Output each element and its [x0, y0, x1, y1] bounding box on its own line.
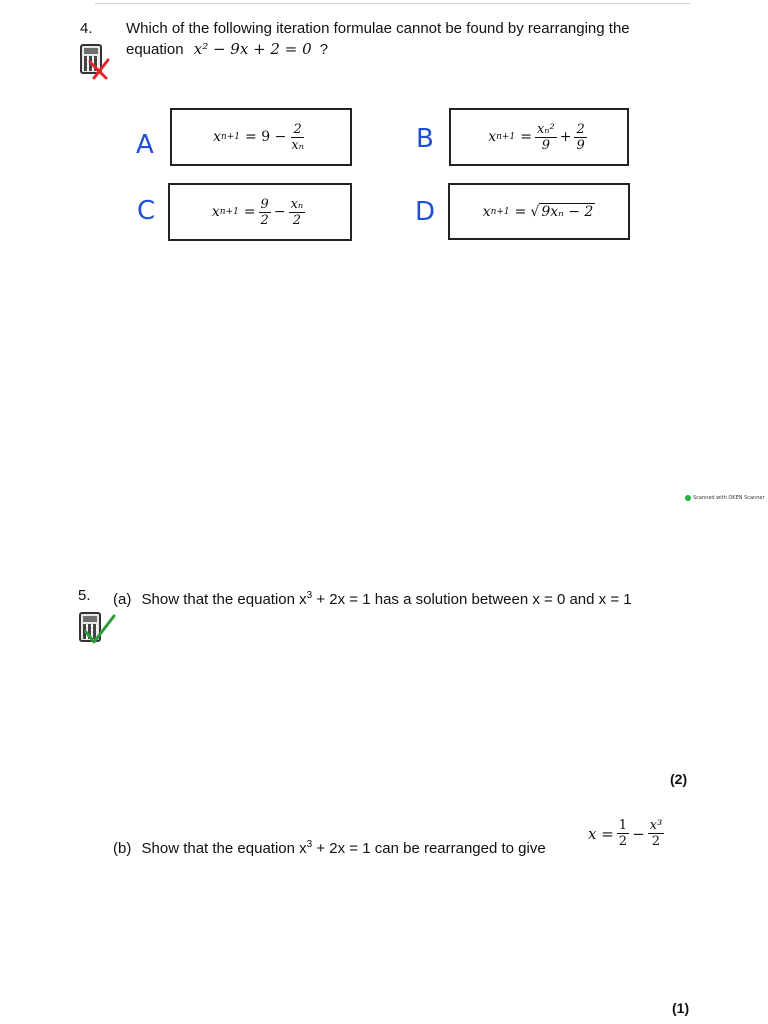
option-b-box[interactable]: [449, 108, 629, 166]
option-b-fraction-1: [535, 122, 557, 153]
question-5a-text-after: + 2x = 1 has a solution between x = 0 and x = 1: [312, 591, 632, 608]
question-5b-fraction-2: [648, 818, 665, 849]
question-4-equation: x² − 9x + 2 = 0: [193, 40, 312, 58]
option-b-frac1-den: 9: [541, 137, 550, 153]
option-a-lhs-sub: n+1: [220, 132, 241, 142]
option-b-frac1-num: xₙ²: [536, 121, 555, 137]
option-b-letter: B: [416, 124, 434, 154]
question-5b-result: [588, 818, 667, 849]
option-b-lhs-sub: n+1: [496, 132, 516, 142]
question-5a-sup: 3: [306, 590, 313, 601]
question-5b-result-lhs: x =: [588, 824, 614, 843]
question-5b-text-before: Show that the equation x: [141, 840, 307, 857]
question-5a-marks: (2): [670, 771, 688, 787]
option-c-letter: C: [137, 196, 156, 226]
option-d-lhs: x: [482, 203, 491, 220]
option-a-box[interactable]: [170, 108, 352, 166]
option-d-expr: =: [514, 203, 527, 220]
question-4-text: [126, 18, 726, 60]
option-b-lhs: x: [488, 129, 497, 145]
option-c-frac1-num: 9: [260, 196, 269, 212]
option-c-lhs: x: [211, 204, 220, 220]
option-a-frac-den: xₙ: [291, 137, 304, 153]
option-b-frac2-num: 2: [576, 121, 585, 137]
option-c-box[interactable]: [168, 183, 352, 241]
question-5b-text: [113, 834, 583, 859]
question-5b-marks: (1): [672, 1000, 690, 1016]
option-c-minus: −: [273, 204, 286, 220]
question-5b-text-after: + 2x = 1 can be rearranged to give: [312, 840, 546, 857]
scanner-watermark: [685, 495, 765, 501]
scanner-text: Scanned with OKEN Scanner: [693, 495, 765, 501]
option-d-sqrt-text: 9xₙ − 2: [541, 204, 594, 220]
option-d-letter: D: [415, 197, 436, 227]
sqrt-icon: √: [530, 203, 540, 220]
question-5b-frac1-den: 2: [618, 834, 628, 849]
option-a-lhs: x: [213, 129, 221, 145]
scanner-logo-icon: [685, 495, 691, 501]
cross-icon: [86, 56, 116, 82]
option-d-box[interactable]: [448, 183, 630, 240]
question-5b-sup: 3: [306, 839, 313, 850]
option-a-letter: A: [136, 130, 154, 160]
tick-icon: [82, 612, 116, 646]
question-4-equation-suffix: ?: [319, 41, 329, 58]
option-c-lhs-sub: n+1: [219, 207, 239, 217]
option-c-fraction-1: [259, 197, 271, 228]
option-c-fraction-2: [289, 197, 306, 228]
option-d-lhs-sub: n+1: [490, 206, 510, 217]
option-a-frac-num: 2: [293, 121, 302, 137]
option-c-expr: =: [243, 204, 256, 220]
option-b-frac2-den: 9: [576, 137, 585, 153]
question-4-equation-prefix: equation: [126, 41, 184, 58]
option-a-expr: = 9 −: [245, 129, 287, 145]
question-4-line2: [126, 39, 726, 60]
question-4-line1: Which of the following iteration formulae cannot be found by rearranging the: [126, 20, 630, 37]
option-c-frac2-num: xₙ: [290, 196, 304, 212]
option-c-frac1-den: 2: [260, 212, 269, 228]
question-5b-frac2-num: x³: [649, 818, 663, 833]
option-b-expr: =: [520, 129, 532, 145]
option-b-plus: +: [559, 129, 572, 145]
question-5b-frac2-den: 2: [651, 834, 661, 849]
question-4-number: 4.: [80, 20, 93, 37]
option-c-frac2-den: 2: [292, 212, 301, 228]
question-5a-text-before: Show that the equation x: [141, 591, 307, 608]
question-5b-fraction-1: [617, 818, 629, 849]
question-5a-label: (a): [113, 591, 132, 608]
question-5b-frac1-num: 1: [618, 818, 628, 833]
question-5a-text: [113, 585, 693, 610]
option-b-fraction-2: [574, 122, 586, 153]
question-5b-label: (b): [113, 840, 132, 857]
option-a-fraction: [289, 122, 306, 153]
question-5b-minus: −: [632, 824, 645, 843]
question-5-number: 5.: [78, 587, 91, 604]
top-rule: [95, 3, 690, 4]
